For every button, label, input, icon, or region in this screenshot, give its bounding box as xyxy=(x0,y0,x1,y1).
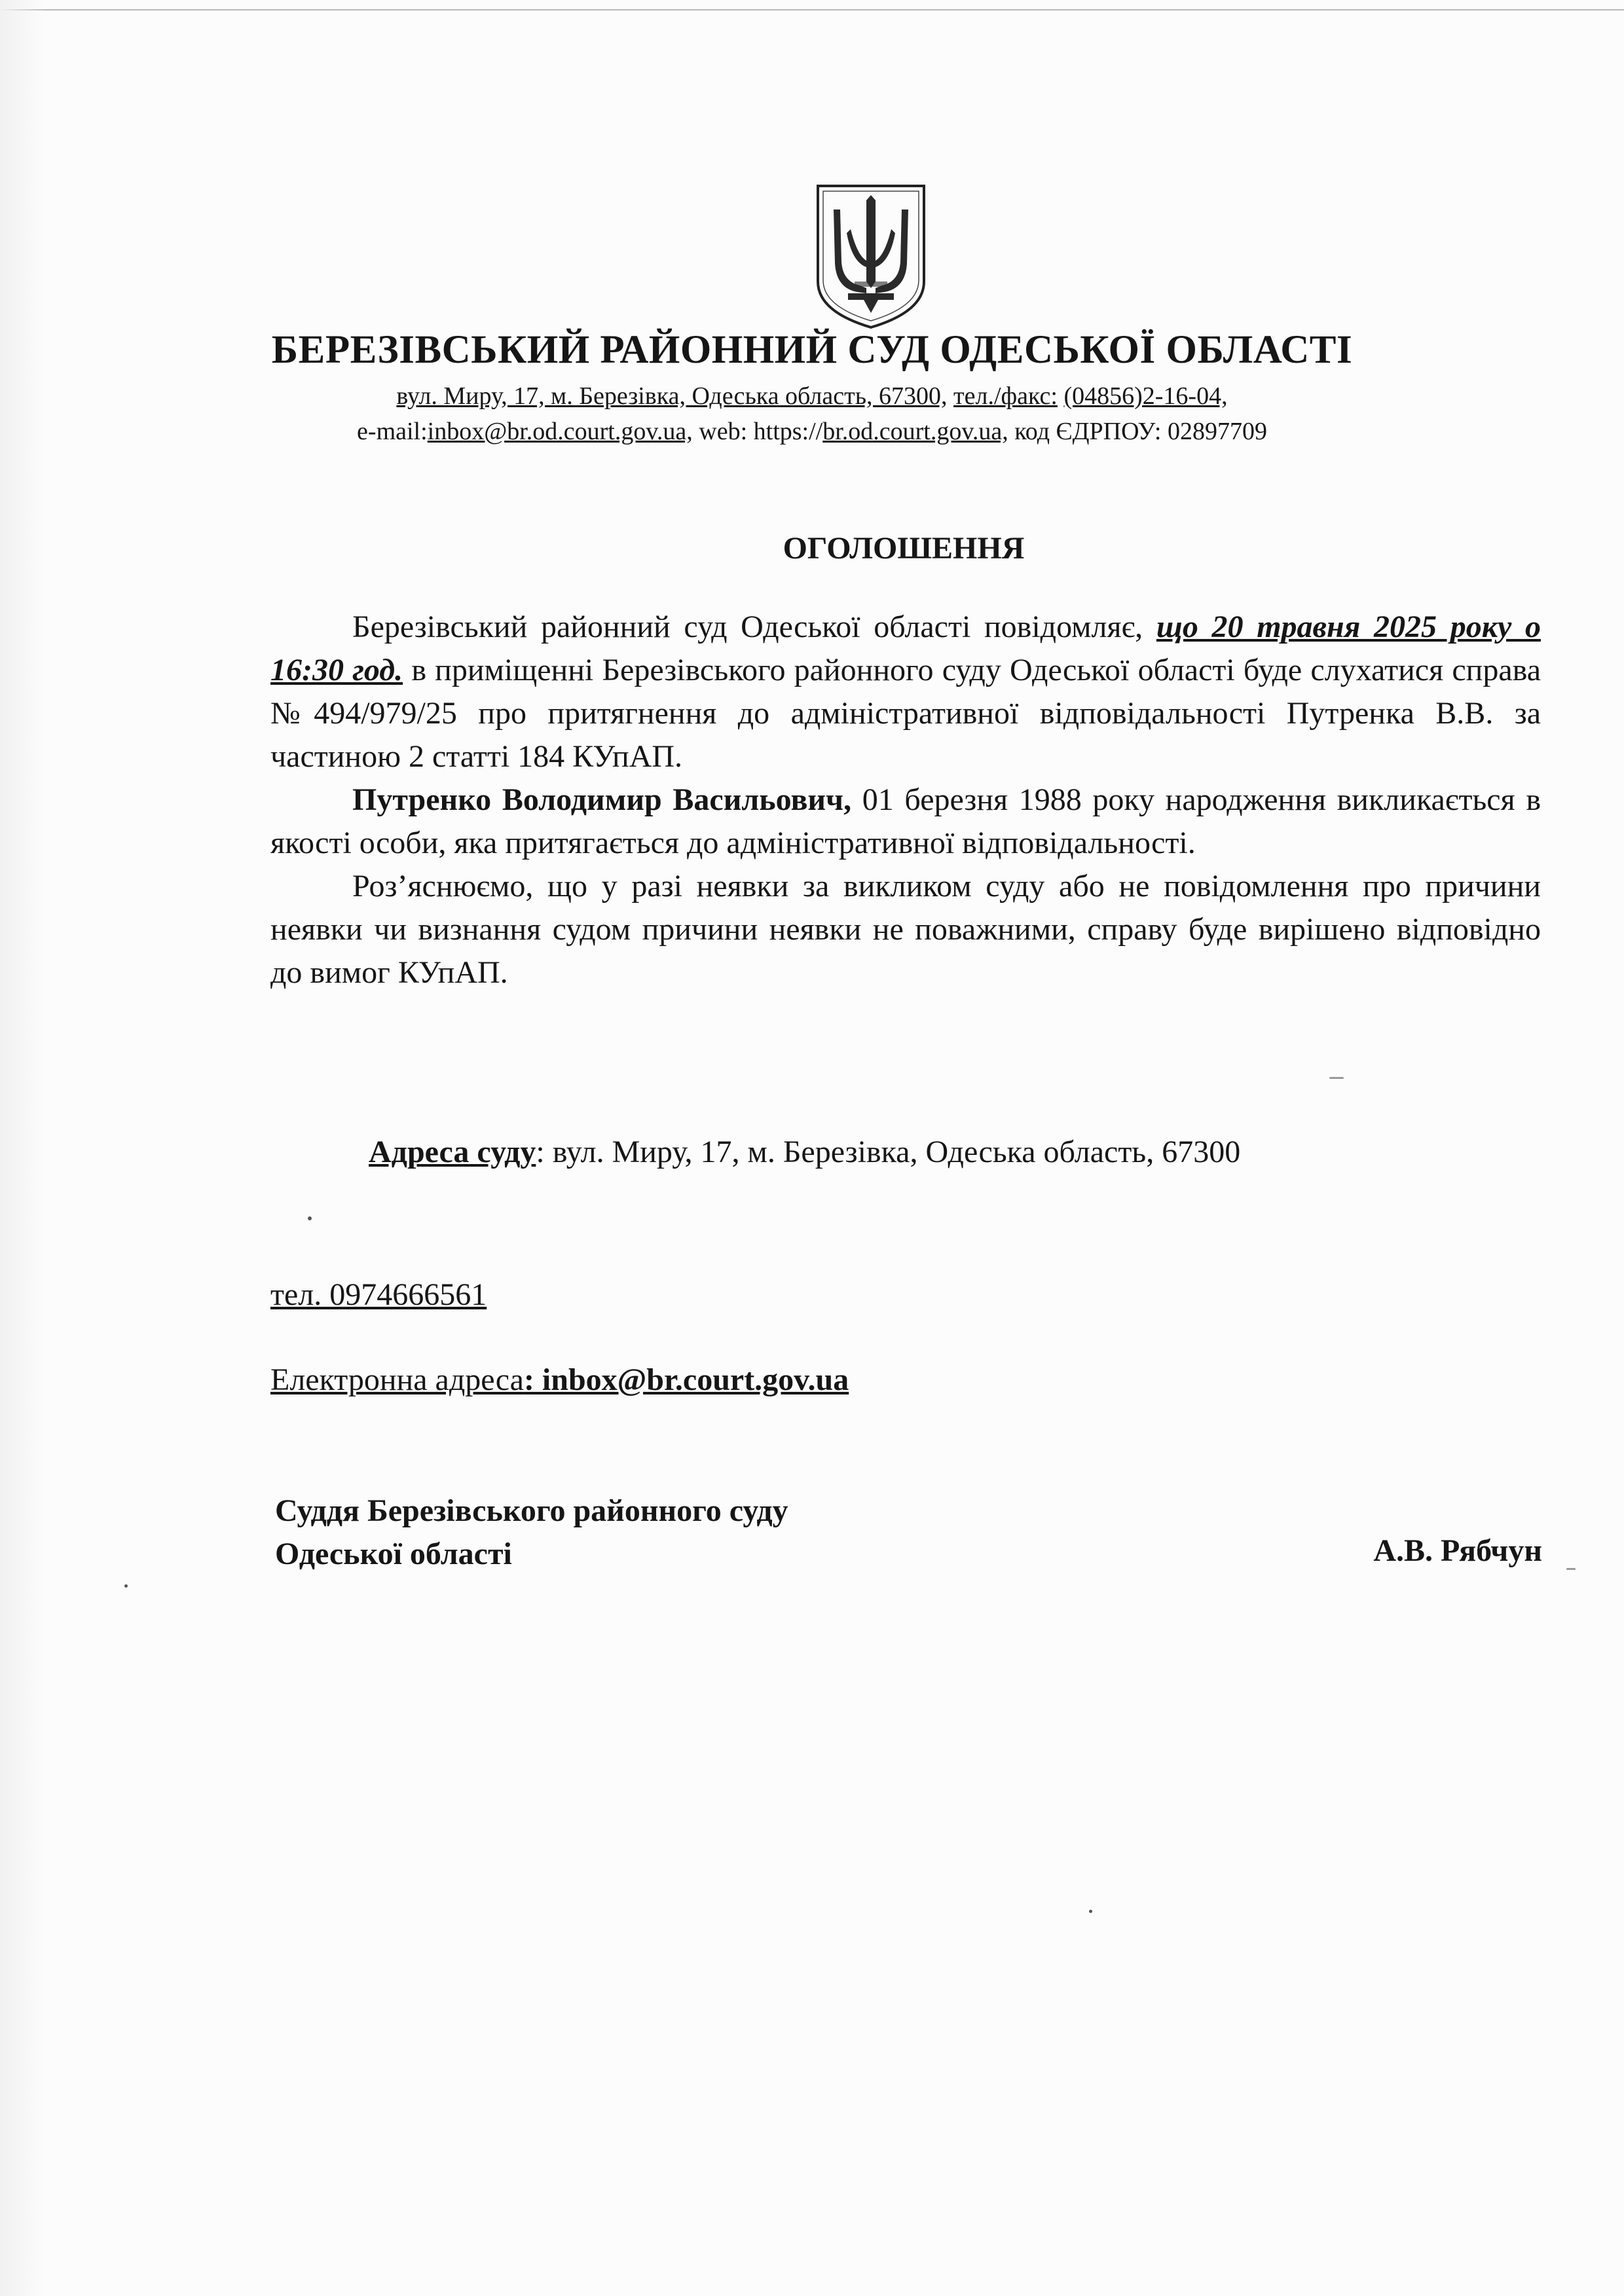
scan-speck xyxy=(1089,1910,1092,1913)
hearing-datetime: що 20 травня 2025 року о 16:30 год. xyxy=(270,610,1541,687)
position-line-2: Одеської області xyxy=(275,1537,512,1571)
court-address-line xyxy=(0,382,1624,410)
phone-info: тел. 0974666561 xyxy=(270,1277,487,1312)
email-info-value[interactable]: : inbox@br.court.gov.ua xyxy=(523,1362,849,1397)
phone-fax-value: (04856)2-16-04, xyxy=(1063,382,1228,410)
court-address-info xyxy=(369,1134,1240,1170)
court-web-line xyxy=(0,417,1624,446)
hearing-intro: Березівський районний суд Одеської області повідомляє, xyxy=(352,610,1143,644)
announcement-title: ОГОЛОШЕННЯ xyxy=(783,531,1025,566)
signature-position xyxy=(275,1489,788,1576)
announcement-body xyxy=(270,606,1541,994)
hearing-details: в приміщенні Березівського районного суду Одеської області буде слухатися справа №494/979/25 про притягнення до адміністративної відповідальності Путренка В.В. за частиною 2 статті 184 КУпАП. xyxy=(270,653,1541,774)
paragraph-summons xyxy=(270,778,1541,865)
scan-speck xyxy=(1566,1568,1576,1570)
paragraph-hearing xyxy=(270,606,1541,778)
signer-name: А.В. Рябчун xyxy=(1373,1533,1542,1568)
web-label: web: https:// xyxy=(699,418,823,445)
email-info-label: Електронна адреса xyxy=(270,1362,524,1397)
court-name-heading: БЕРЕЗІВСЬКИЙ РАЙОННИЙ СУД ОДЕСЬКОЇ ОБЛАСТІ xyxy=(271,328,1353,372)
address-label: Адреса суду xyxy=(369,1135,536,1169)
position-line-1: Суддя Березівського районного суду xyxy=(275,1493,788,1528)
court-address: вул. Миру, 17, м. Березівка, Одеська область, 67300, xyxy=(396,382,948,410)
scan-speck xyxy=(124,1584,128,1588)
scan-speck xyxy=(308,1216,312,1220)
phone-fax-label: тел./факс: xyxy=(953,382,1058,410)
email-info xyxy=(270,1362,849,1398)
scan-edge xyxy=(0,9,1624,10)
email-link[interactable]: inbox@br.od.court.gov.ua, xyxy=(427,418,693,445)
person-name: Путренко Володимир Васильович, xyxy=(352,782,852,817)
edrpou-code: код ЄДРПОУ: 02897709 xyxy=(1014,418,1267,445)
scan-speck xyxy=(1329,1077,1344,1079)
web-link[interactable]: br.od.court.gov.ua, xyxy=(822,418,1008,445)
summons-details: 01 березня 1988 року народження викликається в якості особи, яка притягається до адміністративної відповідальності. xyxy=(270,782,1541,860)
paragraph-warning: Роз’яснюємо, що у разі неявки за викликом суду або не повідомлення про причини неявки чи визнання судом причини неявки не поважними, справу буде вирішено відповідно до вимог КУпАП. xyxy=(270,869,1541,990)
address-value: : вул. Миру, 17, м. Березівка, Одеська область, 67300 xyxy=(536,1135,1241,1169)
trident-coat-of-arms-icon xyxy=(814,183,928,330)
email-label: e-mail: xyxy=(357,418,428,445)
